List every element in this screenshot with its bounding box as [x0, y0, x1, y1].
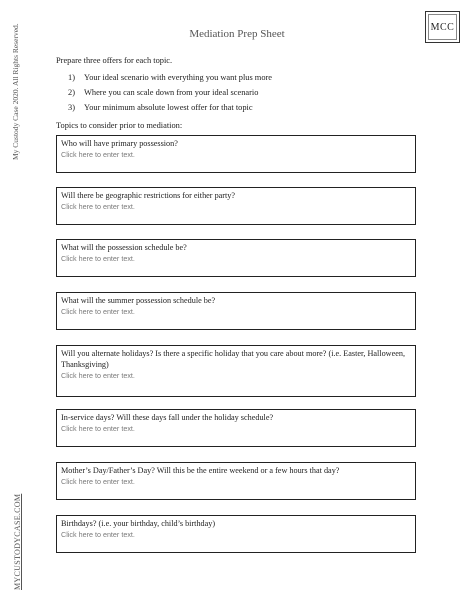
text-entry-field[interactable]: Click here to enter text. — [61, 307, 135, 316]
offer-text: Your ideal scenario with everything you want plus more — [84, 73, 273, 82]
offer-number: 3) — [68, 103, 75, 112]
offer-number: 2) — [68, 88, 75, 97]
copyright-vertical-text: My Custody Case 2020. All Rights Reserved. — [11, 23, 20, 160]
topic-box-geographic-restrictions — [56, 187, 416, 225]
page-title: Mediation Prep Sheet — [189, 28, 285, 40]
topic-question: What will the summer possession schedule be? — [61, 296, 216, 305]
topic-box-holidays — [56, 345, 416, 397]
logo-text: MCC — [430, 21, 455, 33]
topic-question: Mother’s Day/Father’s Day? Will this be the entire weekend or a few hours that day? — [61, 466, 340, 475]
topic-box-birthdays — [56, 515, 416, 553]
website-vertical-link[interactable]: MYCUSTODYCASE.COM — [13, 493, 22, 590]
text-entry-field[interactable]: Click here to enter text. — [61, 424, 135, 433]
topic-box-summer-schedule — [56, 292, 416, 330]
text-entry-field[interactable]: Click here to enter text. — [61, 150, 135, 159]
topic-question: Who will have primary possession? — [61, 139, 178, 148]
text-entry-field[interactable]: Click here to enter text. — [61, 202, 135, 211]
offer-text: Where you can scale down from your ideal scenario — [84, 88, 259, 97]
topic-question: In-service days? Will these days fall under the holiday schedule? — [61, 413, 274, 422]
text-entry-field[interactable]: Click here to enter text. — [61, 530, 135, 539]
text-entry-field[interactable]: Click here to enter text. — [61, 254, 135, 263]
topic-box-primary-possession — [56, 135, 416, 173]
offer-item — [68, 87, 272, 102]
topic-box-possession-schedule — [56, 239, 416, 277]
topics-label: Topics to consider prior to mediation: — [56, 121, 183, 130]
offer-text: Your minimum absolute lowest offer for that topic — [84, 103, 253, 112]
intro-text: Prepare three offers for each topic. — [56, 56, 173, 65]
text-entry-field[interactable]: Click here to enter text. — [61, 371, 135, 380]
offers-list — [68, 72, 272, 117]
topic-box-in-service-days — [56, 409, 416, 447]
topic-question: What will the possession schedule be? — [61, 243, 187, 252]
text-entry-field[interactable]: Click here to enter text. — [61, 477, 135, 486]
topic-box-mothers-fathers-day — [56, 462, 416, 500]
topic-question: Will you alternate holidays? Is there a specific holiday that you care about more? (i.e. Easter, Halloween, Thanksgiving) — [61, 349, 405, 369]
offer-item — [68, 72, 272, 87]
offer-number: 1) — [68, 73, 75, 82]
topic-question: Birthdays? (i.e. your birthday, child’s birthday) — [61, 519, 216, 528]
offer-item — [68, 102, 272, 117]
topic-question: Will there be geographic restrictions for either party? — [61, 191, 236, 200]
